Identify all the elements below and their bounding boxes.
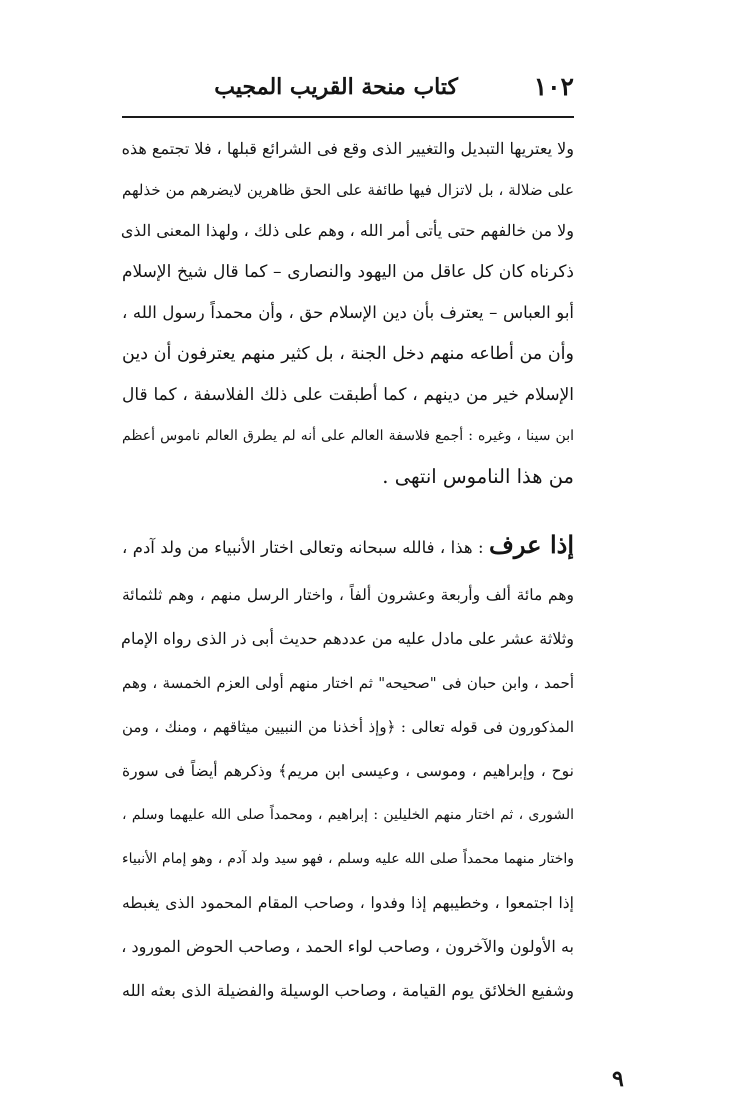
page-header	[122, 70, 574, 114]
text-line: الشورى ، ثم اختار منهم الخليلين : إبراهيم ، ومحمداً صلى الله عليهما وسلم ،	[122, 807, 574, 823]
text-line: وأن من أطاعه منهم دخل الجنة ، بل كثير منهم يعترفون أن دين	[122, 344, 574, 364]
page-number: ١٠٢	[533, 72, 574, 101]
header-rule	[122, 116, 574, 118]
text-line: الإسلام خير من دينهم ، كما أطبقت على ذلك الفلاسفة ، كما قال	[122, 385, 574, 405]
text-line: وثلاثة عشر على مادل عليه من عددهم حديث أبى ذر الذى رواه الإمام	[121, 629, 574, 648]
text-line: وهم مائة ألف وأربعة وعشرون ألفاً ، واختار الرسل منهم ، وهم ثلثمائة	[122, 586, 574, 604]
paragraph-lead: إذا عرف	[489, 530, 574, 559]
text-line: من هذا الناموس انتهى .	[382, 465, 574, 488]
text-line: إذا اجتمعوا ، وخطيبهم إذا وفدوا ، وصاحب المقام المحمود الذى يغبطه	[122, 894, 574, 912]
text-line: أبو العباس – يعترف بأن دين الإسلام حق ، وأن محمداً رسول الله ،	[122, 303, 574, 322]
text-line: نوح ، وإبراهيم ، وموسى ، وعيسى ابن مريم﴾ وذكرهم أيضاً فى سورة	[122, 762, 574, 780]
text-line: ولا من خالفهم حتى يأتى أمر الله ، وهم على ذلك ، ولهذا المعنى الذى	[120, 221, 574, 240]
text-line: المذكورون فى قوله تعالى : ﴿وإذ أخذنا من النبيين ميثاقهم ، ومنك ، ومن	[122, 718, 574, 736]
text-line: ابن سينا ، وغيره : أجمع فلاسفة العالم على أنه لم يطرق العالم ناموس أعظم	[122, 428, 574, 444]
running-title: كتاب منحة القريب المجيب	[214, 74, 458, 100]
text-line: ولا يعتريها التبديل والتغيير الذى وقع فى الشرائع قبلها ، فلا تجتمع هذه	[121, 139, 574, 158]
first-line-rest: : هذا ، فالله سبحانه وتعالى اختار الأنبياء من ولد آدم ،	[122, 538, 489, 557]
text-line-first	[122, 530, 574, 562]
text-line: أحمد ، وابن حبان فى "صحيحه" ثم اختار منهم أولى العزم الخمسة ، وهم	[122, 674, 574, 692]
text-line: على ضلالة ، بل لاتزال فيها طائفة على الحق ظاهرين لايضرهم من خذلهم	[122, 181, 574, 199]
text-line: به الأولون والآخرون ، وصاحب لواء الحمد ، وصاحب الحوض المورود ،	[121, 937, 574, 956]
text-line: واختار منهما محمداً صلى الله عليه وسلم ، فهو سيد ولد آدم ، وهو إمام الأنبياء	[122, 851, 574, 867]
signature-mark: ٩	[612, 1066, 624, 1092]
text-line: ذكرناه كان كل عاقل من اليهود والنصارى – كما قال شيخ الإسلام	[122, 262, 574, 282]
text-line: وشفيع الخلائق يوم القيامة ، وصاحب الوسيلة والفضيلة الذى بعثه الله	[122, 981, 574, 1000]
